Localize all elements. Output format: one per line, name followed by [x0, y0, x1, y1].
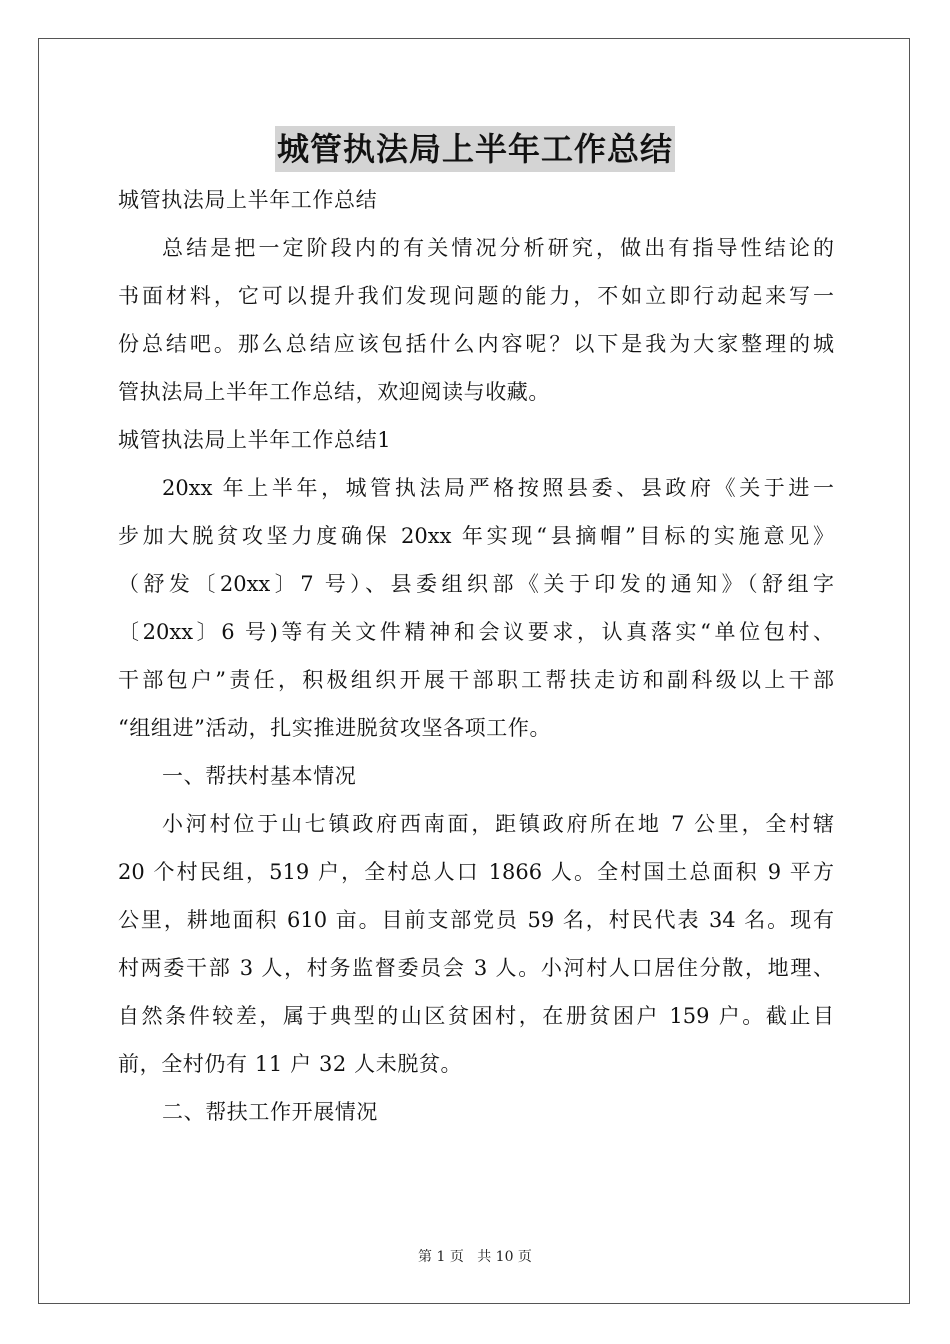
paragraph-line: 20 个村民组，519 户，全村总人口 1866 人。全村国土总面积 9 平方 [118, 860, 834, 884]
paragraph-line: 村两委干部 3 人，村务监督委员会 3 人。小河村人口居住分散，地理、 [118, 956, 834, 980]
page-footer [0, 1246, 950, 1266]
document-title-text: 城管执法局上半年工作总结 [275, 126, 675, 172]
paragraph-line: “组组进”活动，扎实推进脱贫攻坚各项工作。 [118, 716, 552, 740]
subtitle [118, 176, 834, 224]
paragraph-line: 公里，耕地面积 610 亩。目前支部党员 59 名，村民代表 34 名。现有 [118, 908, 834, 932]
paragraph-line: 小河村位于山七镇政府西南面，距镇政府所在地 7 公里，全村辖 [162, 812, 834, 836]
heading-2 [118, 1088, 834, 1136]
paragraph-line: 干部包户”责任，积极组织开展干部职工帮扶走访和副科级以上干部 [118, 668, 834, 692]
document-body [118, 176, 834, 1136]
paragraph-line: 步加大脱贫攻坚力度确保 20xx 年实现“县摘帽”目标的实施意见》 [118, 524, 834, 548]
paragraph-1 [118, 464, 834, 752]
footer-spacer [464, 1249, 477, 1265]
section-title [118, 416, 834, 464]
paragraph-line: 20xx 年上半年，城管执法局严格按照县委、县政府《关于进一 [162, 476, 834, 500]
section-title-text: 城管执法局上半年工作总结1 [118, 428, 392, 452]
intro-line: 书面材料，它可以提升我们发现问题的能力，不如立即行动起来写一 [118, 284, 834, 308]
subtitle-text: 城管执法局上半年工作总结 [118, 188, 378, 212]
paragraph-line: 前，全村仍有 11 户 32 人未脱贫。 [118, 1052, 463, 1076]
intro-line: 份总结吧。那么总结应该包括什么内容呢？以下是我为大家整理的城 [118, 332, 834, 356]
paragraph-line: 〔20xx〕6 号)等有关文件精神和会议要求，认真落实“单位包村、 [118, 620, 834, 644]
intro-paragraph [118, 224, 834, 416]
page-number: 第 1 页 [418, 1249, 464, 1265]
paragraph-line: 自然条件较差，属于典型的山区贫困村，在册贫困户 159 户。截止目 [118, 1004, 834, 1028]
paragraph-2 [118, 800, 834, 1088]
heading-1-text: 一、帮扶村基本情况 [162, 764, 357, 788]
intro-line: 管执法局上半年工作总结，欢迎阅读与收藏。 [118, 380, 550, 404]
intro-line: 总结是把一定阶段内的有关情况分析研究，做出有指导性结论的 [162, 236, 834, 260]
heading-2-text: 二、帮扶工作开展情况 [162, 1100, 378, 1124]
heading-1 [118, 752, 834, 800]
document-title [0, 126, 950, 172]
paragraph-line: （舒发〔20xx〕7 号）、县委组织部《关于印发的通知》（舒组字 [118, 572, 834, 596]
page-total: 共 10 页 [477, 1249, 532, 1265]
